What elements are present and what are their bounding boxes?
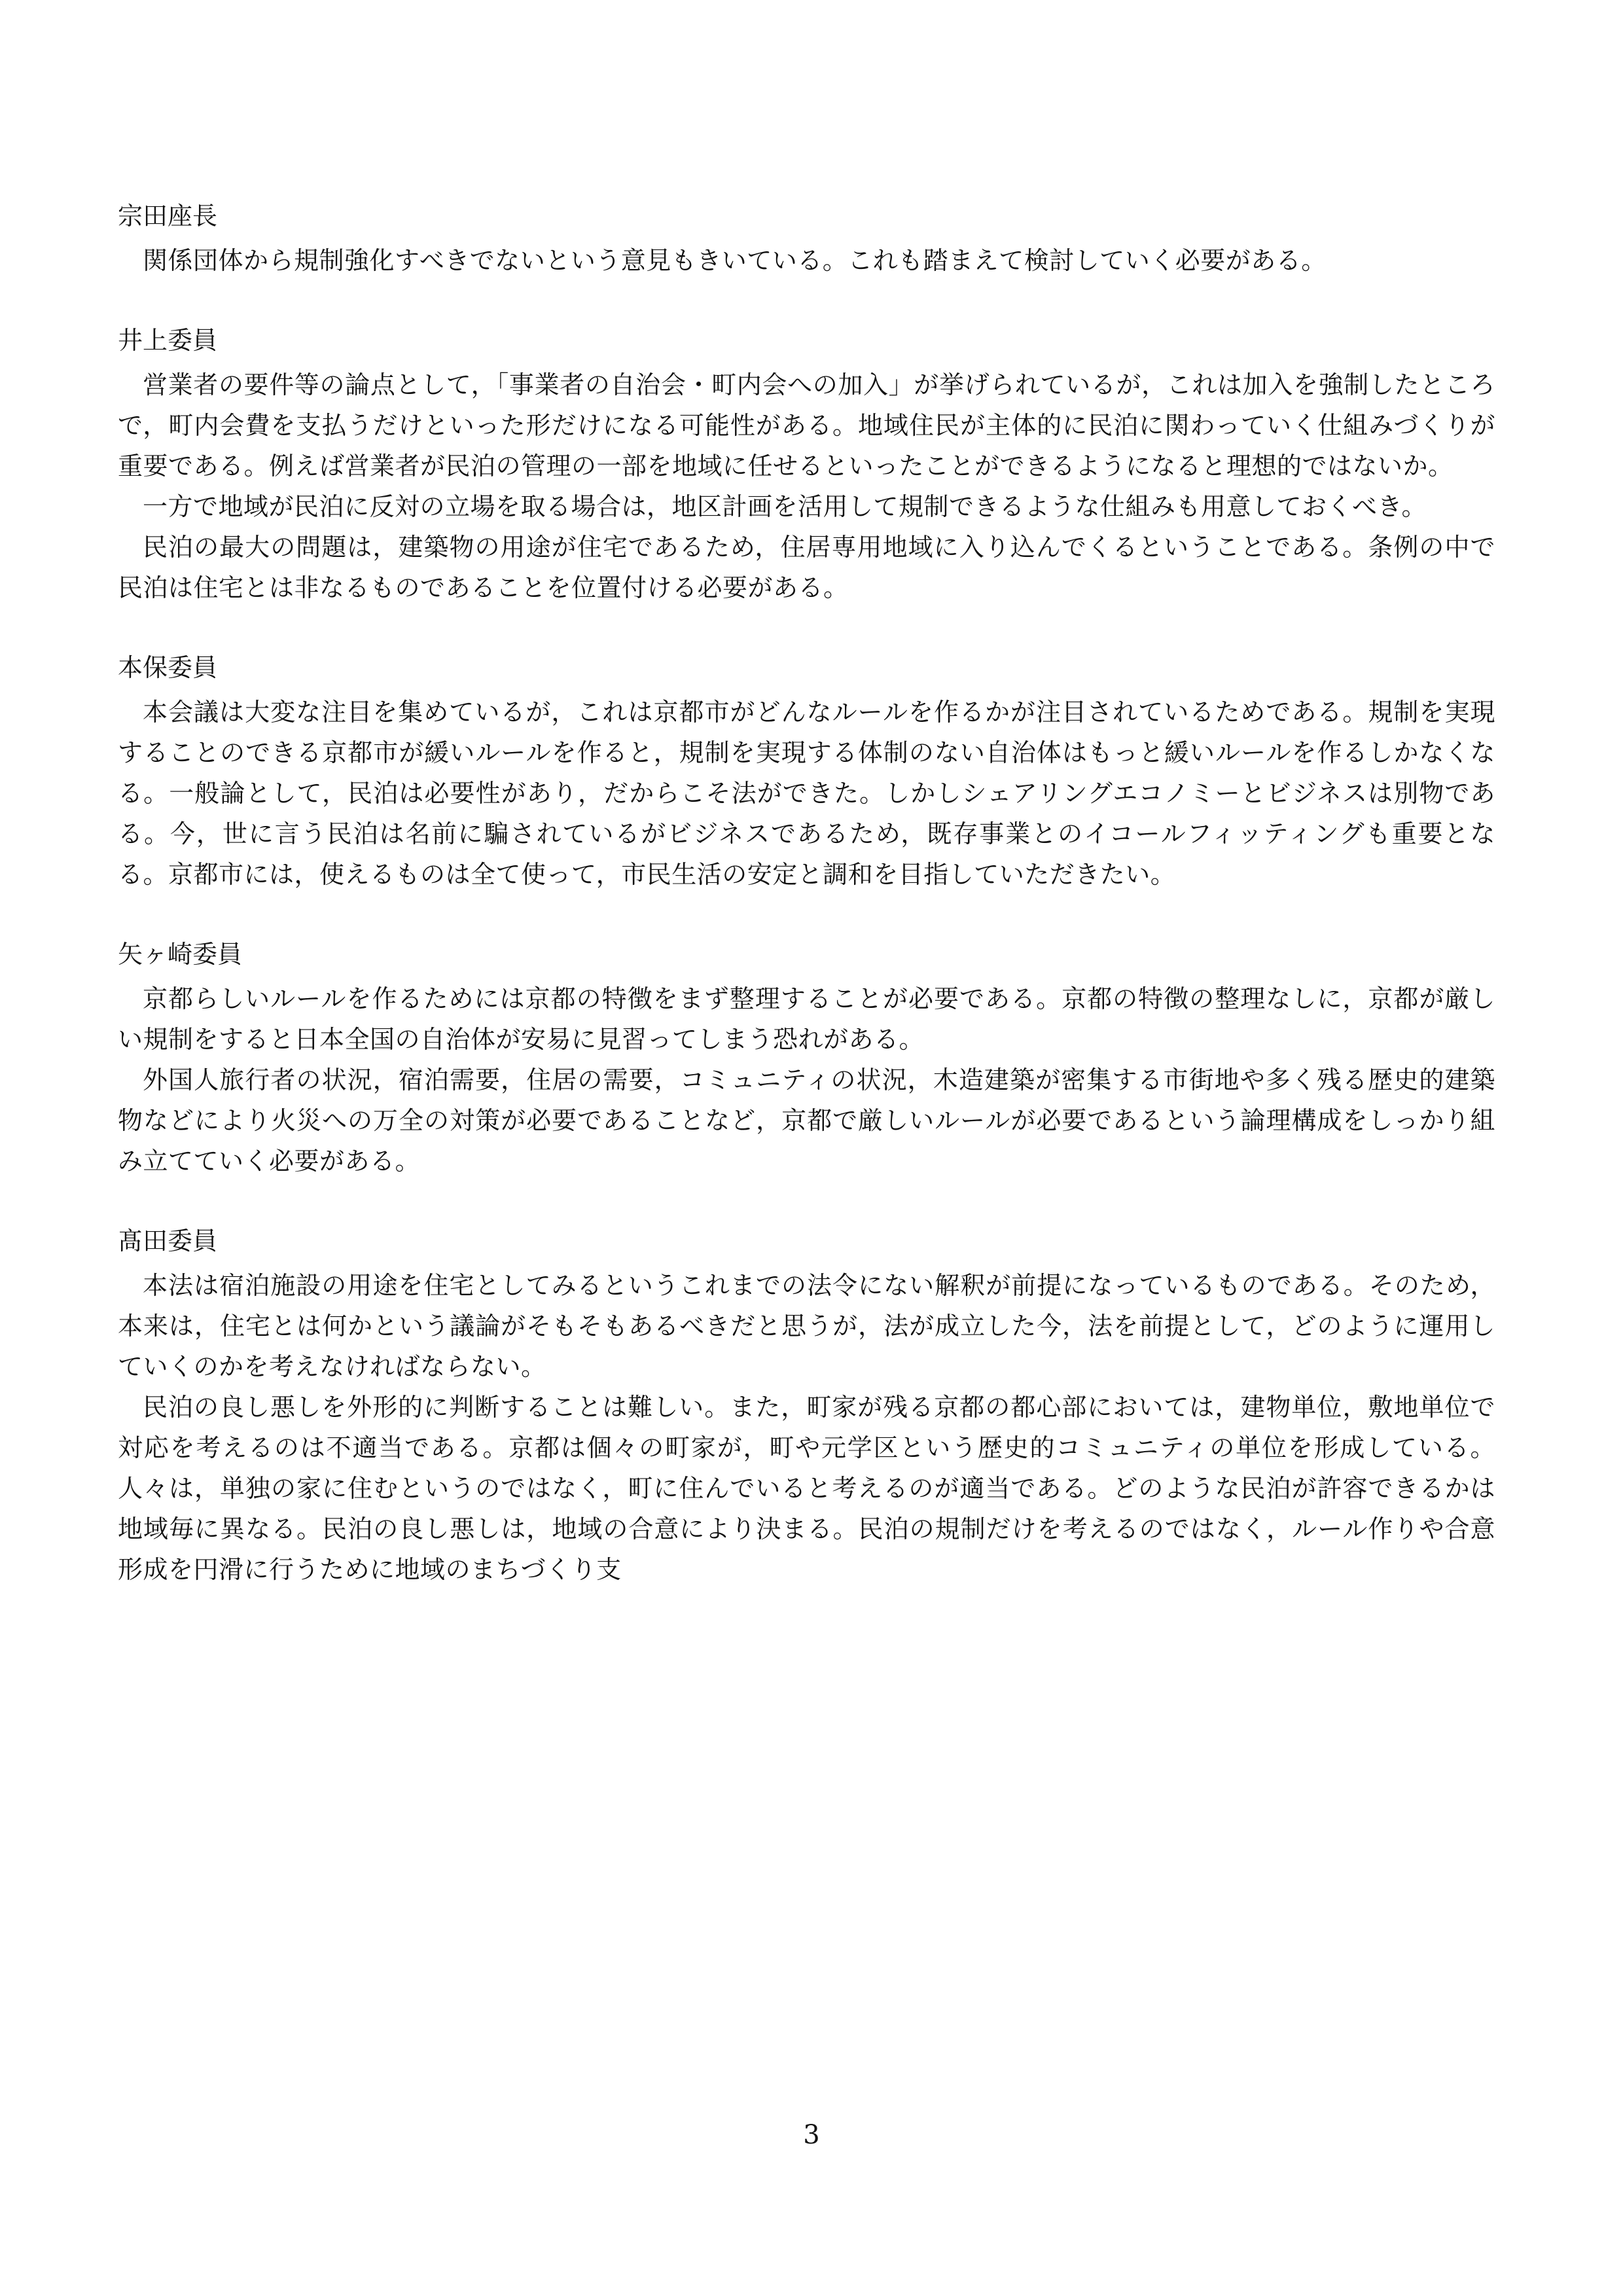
section-inoue <box>118 324 1495 608</box>
speaker-name: 矢ヶ崎委員 <box>118 940 243 969</box>
statement-paragraph: 民泊の良し悪しを外形的に判断することは難しい。また，町家が残る京都の都心部においては，建物単位，敷地単位で対応を考えるのは不適当である。京都は個々の町家が，町や元学区という歴史的コミュニティの単位を形成している。人々は，単独の家に住むというのではなく，町に住んでいると考えるのが適当である。どのような民泊が許容できるかは地域毎に異なる。民泊の良し悪しは，地域の合意により決まる。民泊の規制だけを考えるのではなく，ルール作りや合意形成を円滑に行うために地域のまちづくり支 <box>118 1393 1495 1584</box>
statement-paragraph: 一方で地域が民泊に反対の立場を取る場合は，地区計画を活用して規制できるような仕組みも用意しておくべき。 <box>143 492 1427 521</box>
statement-paragraph: 外国人旅行者の状況，宿泊需要，住居の需要，コミュニティの状況，木造建築が密集する市街地や多く残る歴史的建築物などにより火災への万全の対策が必要であることなど，京都で厳しいルールが必要であるという論理構成をしっかり組み立てていく必要がある。 <box>118 1066 1495 1175</box>
statement-paragraph: 民泊の最大の問題は，建築物の用途が住宅であるため，住居専用地域に入り込んでくるということである。条例の中で民泊は住宅とは非なるものであることを位置付ける必要がある。 <box>118 533 1495 602</box>
speaker-name: 本保委員 <box>118 653 218 682</box>
section-soda <box>118 200 1495 281</box>
statement-paragraph: 関係団体から規制強化すべきでないという意見もきいている。これも踏まえて検討していく必要がある。 <box>143 246 1327 275</box>
statement-paragraph: 本会議は大変な注目を集めているが，これは京都市がどんなルールを作るかが注目されているためである。規制を実現することのできる京都市が緩いルールを作ると，規制を実現する体制のない自治体はもっと緩いルールを作るしかなくなる。一般論として，民泊は必要性があり，だからこそ法ができた。しかしシェアリングエコノミーとビジネスは別物である。今，世に言う民泊は名前に騙されているがビジネスであるため，既存事業とのイコールフィッティングも重要となる。京都市には，使えるものは全て使って，市民生活の安定と調和を目指していただきたい。 <box>118 698 1495 889</box>
speaker-name: 髙田委員 <box>118 1227 218 1255</box>
statement-paragraph: 営業者の要件等の論点として，「事業者の自治会・町内会への加入」が挙げられているが，これは加入を強制したところで，町内会費を支払うだけといった形だけになる可能性がある。地域住民が主体的に民泊に関わっていく仕組みづくりが重要である。例えば営業者が民泊の管理の一部を地域に任せるといったことができるようになると理想的ではないか。 <box>118 370 1495 480</box>
section-yagasaki <box>118 938 1495 1181</box>
speaker-name: 井上委員 <box>118 326 218 355</box>
section-honbo <box>118 651 1495 895</box>
statement-paragraph: 京都らしいルールを作るためには京都の特徴をまず整理することが必要である。京都の特徴の整理なしに，京都が厳しい規制をすると日本全国の自治体が安易に見習ってしまう恐れがある。 <box>118 984 1495 1054</box>
speaker-name: 宗田座長 <box>118 202 218 230</box>
page-content <box>118 200 1495 1633</box>
statement-paragraph: 本法は宿泊施設の用途を住宅としてみるというこれまでの法令にない解釈が前提になっているものである。そのため，本来は，住宅とは何かという議論がそもそもあるべきだと思うが，法が成立した今，法を前提として，どのように運用していくのかを考えなければならない。 <box>118 1271 1495 1381</box>
section-takada <box>118 1225 1495 1590</box>
page-number: 3 <box>803 2120 820 2150</box>
